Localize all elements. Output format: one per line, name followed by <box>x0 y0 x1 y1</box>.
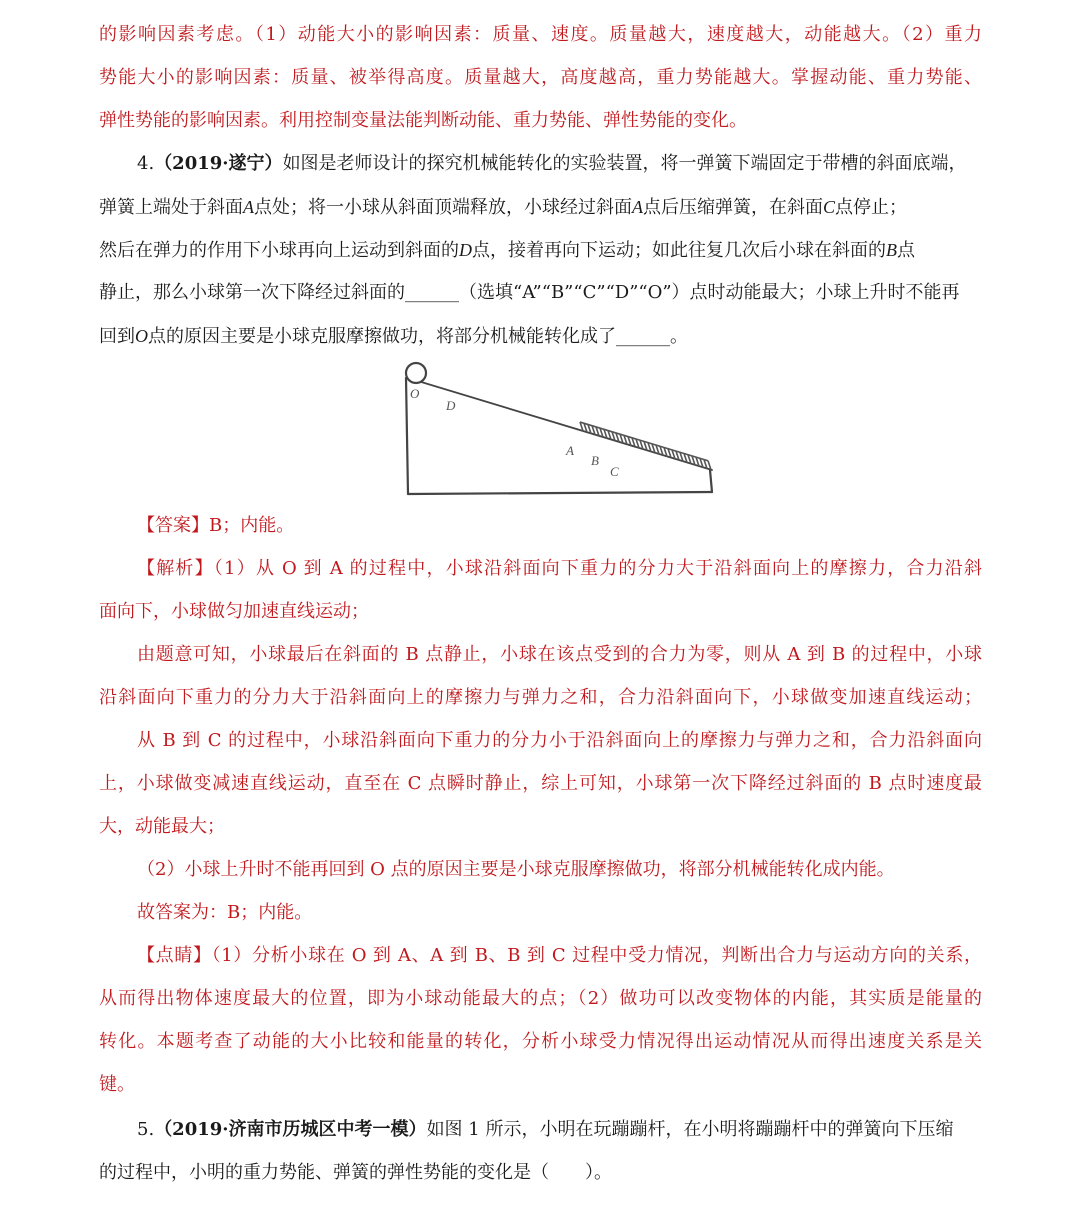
question-source: （2019·遂宁） <box>154 153 283 174</box>
question-4-line-5 <box>99 316 982 356</box>
question-source: （2019·济南市历城区中考一模） <box>154 1119 427 1140</box>
ball <box>406 363 426 383</box>
analysis-line-4: 沿斜面向下重力的分力大于沿斜面向上的摩擦力与弹力之和，合力沿斜面向下，小球做变加速直线运动； <box>99 687 982 708</box>
comment-line-4: 键。 <box>99 1074 135 1095</box>
label-c: C <box>610 464 619 479</box>
question-text: 如图是老师设计的探究机械能转化的实验装置，将一弹簧下端固定于带槽的斜面底端， <box>282 153 967 174</box>
comment-line-2: 从而得出物体速度最大的位置，即为小球动能最大的点；（2）做功可以改变物体的内能，其实质是能量的 <box>99 988 982 1009</box>
question-5-line-2: 的过程中，小明的重力势能、弹簧的弹性势能的变化是（ ）。 <box>99 1162 612 1183</box>
label-d: D <box>446 398 456 413</box>
question-4-line-2 <box>99 187 982 227</box>
label-o: O <box>410 386 420 401</box>
analysis-line-5: 从 B 到 C 的过程中，小球沿斜面向下重力的分力小于沿斜面向上的摩擦力与弹力之和，合力沿斜面向 <box>137 730 982 751</box>
incline-base <box>408 492 712 494</box>
analysis-line-3: 由题意可知，小球最后在斜面的 B 点静止，小球在该点受到的合力为零，则从 A 到 B 的过程中，小球 <box>137 644 982 665</box>
point-label: A <box>632 197 643 217</box>
intro-line-3: 弹性势能的影响因素。利用控制变量法能判断动能、重力势能、弹性势能的变化。 <box>99 110 747 131</box>
text-run: 点 <box>897 240 915 261</box>
label-b: B <box>591 453 599 468</box>
text-run: 弹簧上端处于斜面 <box>99 197 243 218</box>
question-4-line-3 <box>99 230 982 270</box>
text-run: 点，接着再向下运动；如此往复几次后小球在斜面的 <box>472 240 886 261</box>
incline-right-edge <box>710 470 712 492</box>
question-number: 4. <box>137 153 155 174</box>
text-run: 然后在弹力的作用下小球再向上运动到斜面的 <box>99 240 459 261</box>
text-run: 点的原因主要是小球克服摩擦做功，将部分机械能转化成了______。 <box>148 326 688 347</box>
spring <box>580 422 711 470</box>
question-text: 如图 1 所示，小明在玩蹦蹦杆，在小明将蹦蹦杆中的弹簧向下压缩 <box>426 1119 954 1140</box>
point-label: A <box>243 197 254 217</box>
incline-spring-figure <box>390 358 720 498</box>
point-label: O <box>135 326 148 346</box>
point-label: C <box>823 197 836 217</box>
analysis-line-2: 面向下，小球做匀加速直线运动； <box>99 601 369 622</box>
analysis-line-6: 上，小球做变减速直线运动，直至在 C 点瞬时静止，综上可知，小球第一次下降经过斜面的 B 点时速度最 <box>99 773 982 794</box>
intro-line-2: 势能大小的影响因素：质量、被举得高度。质量越大，高度越高，重力势能越大。掌握动能、重力势能、 <box>99 67 982 88</box>
text-run: 点处；将一小球从斜面顶端释放，小球经过斜面 <box>254 197 632 218</box>
point-label: B <box>886 240 897 260</box>
text-run: 回到 <box>99 326 135 347</box>
question-number: 5. <box>137 1119 155 1140</box>
comment-line-1: 【点睛】（1）分析小球在 O 到 A、A 到 B、B 到 C 过程中受力情况，判断出合力与运动方向的关系， <box>137 945 982 966</box>
analysis-line-8: （2）小球上升时不能再回到 O 点的原因主要是小球克服摩擦做功，将部分机械能转化成内能。 <box>137 859 895 880</box>
incline-left-edge <box>406 378 408 494</box>
spring-groove <box>580 422 708 461</box>
analysis-line-1: 【解析】（1）从 O 到 A 的过程中，小球沿斜面向下重力的分力大于沿斜面向上的摩擦力，合力沿斜 <box>137 558 982 579</box>
comment-line-3: 转化。本题考查了动能的大小比较和能量的转化，分析小球受力情况得出运动情况从而得出速度关系是关 <box>99 1031 982 1052</box>
text-run: 点停止； <box>835 197 908 218</box>
text-run: 点后压缩弹簧，在斜面 <box>643 197 823 218</box>
question-4-line-1 <box>137 144 982 184</box>
answer-line: 【答案】B；内能。 <box>137 515 295 536</box>
question-5-line-1 <box>137 1110 982 1150</box>
intro-line-1: 的影响因素考虑。（1）动能大小的影响因素：质量、速度。质量越大，速度越大，动能越大。（2）重力 <box>99 24 982 45</box>
point-label: D <box>459 240 472 260</box>
label-a: A <box>566 443 574 458</box>
analysis-line-9: 故答案为：B；内能。 <box>137 902 313 923</box>
analysis-line-7: 大，动能最大； <box>99 816 225 837</box>
question-4-line-4: 静止，那么小球第一次下降经过斜面的______（选填“A”“B”“C”“D”“O”）点时动能最大；小球上升时不能再 <box>99 282 960 303</box>
